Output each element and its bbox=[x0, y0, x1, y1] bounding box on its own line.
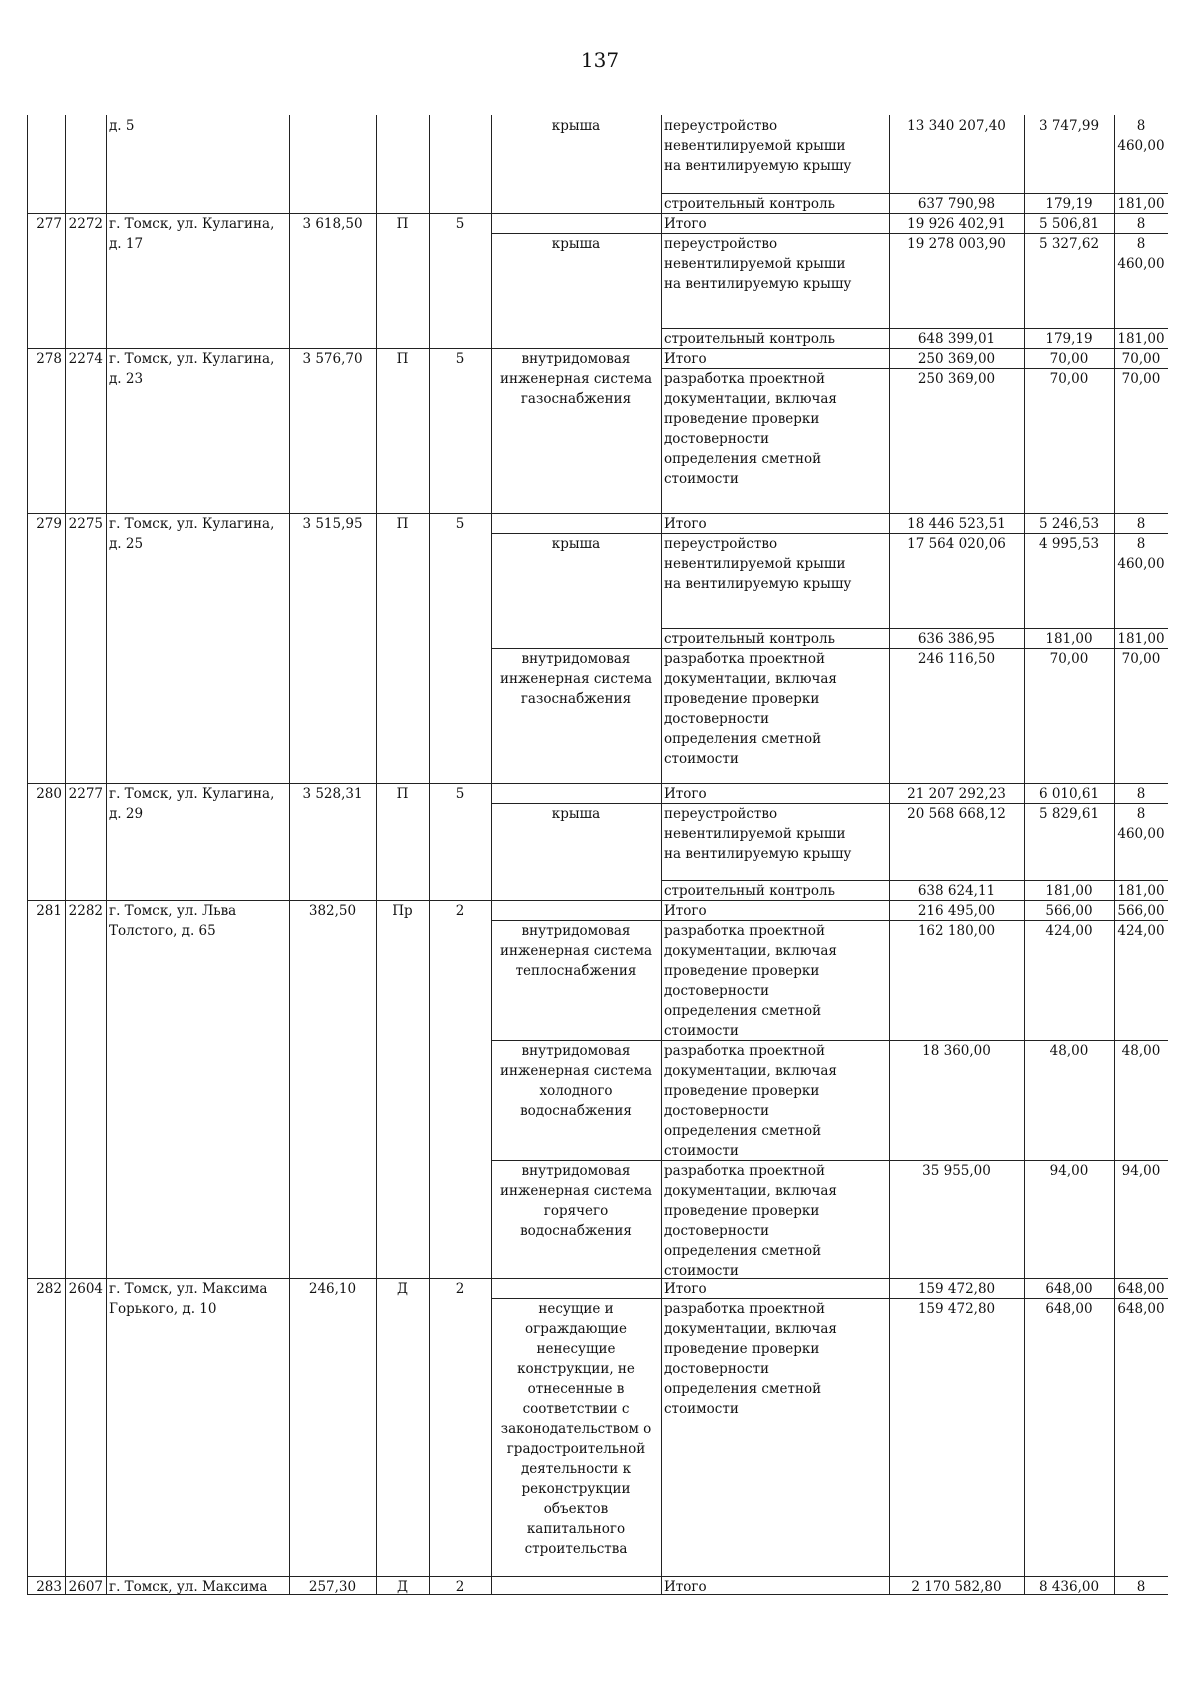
limit-cost-cell: 70,00 bbox=[1121, 371, 1161, 387]
limit-cost-cell: 181,00 bbox=[1117, 631, 1165, 647]
house-code-cell: 2272 bbox=[68, 216, 103, 232]
work-type-cell: Итого bbox=[664, 903, 707, 919]
work-type-cell: Итого bbox=[664, 216, 707, 232]
limit-cost-cell: 566,00 bbox=[1117, 903, 1165, 919]
work-type-cell: строительный контроль bbox=[664, 331, 835, 347]
house-code-cell: 2274 bbox=[68, 351, 103, 367]
unit-cost-cell: 70,00 bbox=[1049, 371, 1089, 387]
work-type-cell: разработка проектной документации, включая проведение проверки достоверности определения сметной стоимости bbox=[664, 1043, 837, 1159]
area-cell bbox=[292, 116, 373, 213]
cost-cell: 636 386,95 bbox=[917, 631, 996, 647]
limit-cost-cell: 94,00 bbox=[1121, 1163, 1161, 1179]
limit-cost-cell: 8 bbox=[1136, 786, 1146, 802]
limit-cost-cell: 70,00 bbox=[1121, 351, 1161, 367]
row-number-cell: 281 bbox=[36, 903, 62, 919]
element-cell: крыша bbox=[551, 806, 601, 822]
limit-cost-cell: 8 bbox=[1136, 216, 1146, 232]
work-type-cell: переустройство невентилируемой крыши на вентилируемую крышу bbox=[664, 236, 852, 292]
unit-cost-cell: 648,00 bbox=[1045, 1301, 1093, 1317]
unit-cost-cell: 5 506,81 bbox=[1038, 216, 1100, 232]
row-number-cell: 278 bbox=[36, 351, 62, 367]
floors-cell: 5 bbox=[455, 216, 465, 232]
cost-cell: 159 472,80 bbox=[917, 1281, 996, 1297]
limit-cost-cell: 8 bbox=[1136, 1579, 1146, 1595]
work-type-cell: разработка проектной документации, включая проведение проверки достоверности определения сметной стоимости bbox=[664, 371, 837, 487]
unit-cost-cell: 3 747,99 bbox=[1038, 118, 1100, 134]
unit-cost-cell: 5 246,53 bbox=[1038, 516, 1100, 532]
limit-cost-cell: 70,00 bbox=[1121, 651, 1161, 667]
element-cell: внутридомовая инженерная система холодного водоснабжения bbox=[499, 1043, 652, 1119]
limit-cost-cell: 8 460,00 bbox=[1117, 806, 1165, 842]
work-type-cell: строительный контроль bbox=[664, 883, 835, 899]
wall-material-cell: П bbox=[396, 216, 409, 232]
limit-cost-cell: 48,00 bbox=[1121, 1043, 1161, 1059]
work-type-cell: переустройство невентилируемой крыши на вентилируемую крышу bbox=[664, 118, 852, 174]
row-number-cell: 280 bbox=[36, 786, 62, 802]
work-type-cell: Итого bbox=[664, 1281, 707, 1297]
limit-cost-cell: 8 460,00 bbox=[1117, 536, 1165, 572]
wall-material-cell: Д bbox=[397, 1579, 408, 1595]
house-code-cell bbox=[68, 116, 103, 213]
cost-cell: 19 926 402,91 bbox=[907, 216, 1006, 232]
cost-cell: 648 399,01 bbox=[917, 331, 996, 347]
cost-cell: 250 369,00 bbox=[917, 351, 996, 367]
unit-cost-cell: 181,00 bbox=[1045, 631, 1093, 647]
element-cell: крыша bbox=[551, 236, 601, 252]
element-cell: крыша bbox=[551, 118, 601, 134]
address-cell: г. Томск, ул. Льва Толстого, д. 65 bbox=[109, 903, 237, 939]
work-type-cell: разработка проектной документации, включая проведение проверки достоверности определения сметной стоимости bbox=[664, 651, 837, 767]
limit-cost-cell: 648,00 bbox=[1117, 1281, 1165, 1297]
work-type-cell: строительный контроль bbox=[664, 631, 835, 647]
cost-cell: 159 472,80 bbox=[917, 1301, 996, 1317]
page-number: 137 bbox=[580, 48, 620, 72]
limit-cost-cell: 8 460,00 bbox=[1117, 118, 1165, 154]
cost-cell: 637 790,98 bbox=[917, 196, 996, 212]
area-cell: 382,50 bbox=[308, 903, 357, 919]
cost-cell: 35 955,00 bbox=[922, 1163, 991, 1179]
cost-cell: 19 278 003,90 bbox=[907, 236, 1006, 252]
cost-cell: 13 340 207,40 bbox=[907, 118, 1006, 134]
address-cell: г. Томск, ул. Максима Горького, д. 10 bbox=[109, 1281, 268, 1317]
unit-cost-cell: 6 010,61 bbox=[1038, 786, 1100, 802]
capital-repair-table bbox=[27, 115, 1168, 1595]
address-cell: д. 5 bbox=[109, 118, 135, 134]
cost-cell: 18 360,00 bbox=[922, 1043, 991, 1059]
work-type-cell: разработка проектной документации, включая проведение проверки достоверности определения сметной стоимости bbox=[664, 1301, 837, 1417]
wall-material-cell: П bbox=[396, 516, 409, 532]
limit-cost-cell: 8 bbox=[1136, 516, 1146, 532]
cost-cell: 216 495,00 bbox=[917, 903, 996, 919]
floors-cell bbox=[432, 116, 488, 213]
unit-cost-cell: 70,00 bbox=[1049, 651, 1089, 667]
floors-cell: 5 bbox=[455, 351, 465, 367]
area-cell: 246,10 bbox=[308, 1281, 357, 1297]
address-cell: г. Томск, ул. Кулагина, д. 17 bbox=[109, 216, 275, 252]
house-code-cell: 2275 bbox=[68, 516, 103, 532]
unit-cost-cell: 424,00 bbox=[1045, 923, 1093, 939]
floors-cell: 2 bbox=[455, 1281, 465, 1297]
address-cell: г. Томск, ул. Кулагина, д. 29 bbox=[109, 786, 275, 822]
address-cell: г. Томск, ул. Кулагина, д. 25 bbox=[109, 516, 275, 552]
row-number-cell bbox=[30, 116, 62, 213]
unit-cost-cell: 48,00 bbox=[1049, 1043, 1089, 1059]
cost-cell: 246 116,50 bbox=[917, 651, 996, 667]
cost-cell: 18 446 523,51 bbox=[907, 516, 1006, 532]
cost-cell: 162 180,00 bbox=[917, 923, 996, 939]
cost-cell: 2 170 582,80 bbox=[911, 1579, 1002, 1595]
cost-cell: 17 564 020,06 bbox=[907, 536, 1006, 552]
element-cell: несущие и ограждающие ненесущие конструкции, не отнесенные в соответствии с законодательством о градостроительной деятельности к реконструкции объектов капитального строительства bbox=[500, 1301, 652, 1557]
work-type-cell: разработка проектной документации, включая проведение проверки достоверности определения сметной стоимости bbox=[664, 1163, 837, 1278]
work-type-cell: Итого bbox=[664, 1579, 707, 1595]
work-type-cell: строительный контроль bbox=[664, 196, 835, 212]
unit-cost-cell: 70,00 bbox=[1049, 351, 1089, 367]
work-type-cell: Итого bbox=[664, 786, 707, 802]
unit-cost-cell: 648,00 bbox=[1045, 1281, 1093, 1297]
floors-cell: 2 bbox=[455, 903, 465, 919]
limit-cost-cell: 8 460,00 bbox=[1117, 236, 1165, 272]
wall-material-cell: Пр bbox=[392, 903, 413, 919]
unit-cost-cell: 5 327,62 bbox=[1038, 236, 1100, 252]
row-number-cell: 282 bbox=[36, 1281, 62, 1297]
floors-cell: 5 bbox=[455, 786, 465, 802]
house-code-cell: 2277 bbox=[68, 786, 103, 802]
area-cell: 257,30 bbox=[308, 1579, 357, 1595]
limit-cost-cell: 648,00 bbox=[1117, 1301, 1165, 1317]
unit-cost-cell: 94,00 bbox=[1049, 1163, 1089, 1179]
work-type-cell: переустройство невентилируемой крыши на вентилируемую крышу bbox=[664, 536, 852, 592]
work-type-cell: Итого bbox=[664, 351, 707, 367]
cost-cell: 20 568 668,12 bbox=[907, 806, 1006, 822]
element-cell: крыша bbox=[551, 536, 601, 552]
work-type-cell: переустройство невентилируемой крыши на вентилируемую крышу bbox=[664, 806, 852, 862]
row-number-cell: 277 bbox=[36, 216, 62, 232]
address-cell: г. Томск, ул. Максима bbox=[109, 1579, 268, 1595]
area-cell: 3 618,50 bbox=[302, 216, 363, 232]
house-code-cell: 2604 bbox=[68, 1281, 103, 1297]
element-cell: внутридомовая инженерная система газоснабжения bbox=[499, 651, 652, 707]
work-type-cell: Итого bbox=[664, 516, 707, 532]
floors-cell: 2 bbox=[455, 1579, 465, 1595]
floors-cell: 5 bbox=[455, 516, 465, 532]
house-code-cell: 2282 bbox=[68, 903, 103, 919]
unit-cost-cell: 5 829,61 bbox=[1038, 806, 1100, 822]
element-cell: внутридомовая инженерная система горячего водоснабжения bbox=[499, 1163, 652, 1239]
row-number-cell: 279 bbox=[36, 516, 62, 532]
unit-cost-cell: 179,19 bbox=[1045, 196, 1093, 212]
wall-material-cell: П bbox=[396, 786, 409, 802]
element-cell: внутридомовая инженерная система теплоснабжения bbox=[499, 923, 652, 979]
limit-cost-cell: 181,00 bbox=[1117, 331, 1165, 347]
wall-material-cell bbox=[379, 116, 426, 213]
address-cell: г. Томск, ул. Кулагина, д. 23 bbox=[109, 351, 275, 387]
limit-cost-cell: 181,00 bbox=[1117, 196, 1165, 212]
cost-cell: 21 207 292,23 bbox=[907, 786, 1006, 802]
cost-cell: 250 369,00 bbox=[917, 371, 996, 387]
unit-cost-cell: 4 995,53 bbox=[1038, 536, 1100, 552]
unit-cost-cell: 566,00 bbox=[1045, 903, 1093, 919]
row-number-cell: 283 bbox=[36, 1579, 62, 1595]
unit-cost-cell: 181,00 bbox=[1045, 883, 1093, 899]
work-type-cell: разработка проектной документации, включая проведение проверки достоверности определения сметной стоимости bbox=[664, 923, 837, 1039]
area-cell: 3 576,70 bbox=[302, 351, 363, 367]
house-code-cell: 2607 bbox=[68, 1579, 103, 1595]
limit-cost-cell: 181,00 bbox=[1117, 883, 1165, 899]
limit-cost-cell: 424,00 bbox=[1117, 923, 1165, 939]
cost-cell: 638 624,11 bbox=[917, 883, 996, 899]
element-cell: внутридомовая инженерная система газоснабжения bbox=[499, 351, 652, 407]
unit-cost-cell: 179,19 bbox=[1045, 331, 1093, 347]
unit-cost-cell: 8 436,00 bbox=[1038, 1579, 1100, 1595]
wall-material-cell: П bbox=[396, 351, 409, 367]
area-cell: 3 515,95 bbox=[302, 516, 363, 532]
wall-material-cell: Д bbox=[397, 1281, 408, 1297]
area-cell: 3 528,31 bbox=[302, 786, 363, 802]
